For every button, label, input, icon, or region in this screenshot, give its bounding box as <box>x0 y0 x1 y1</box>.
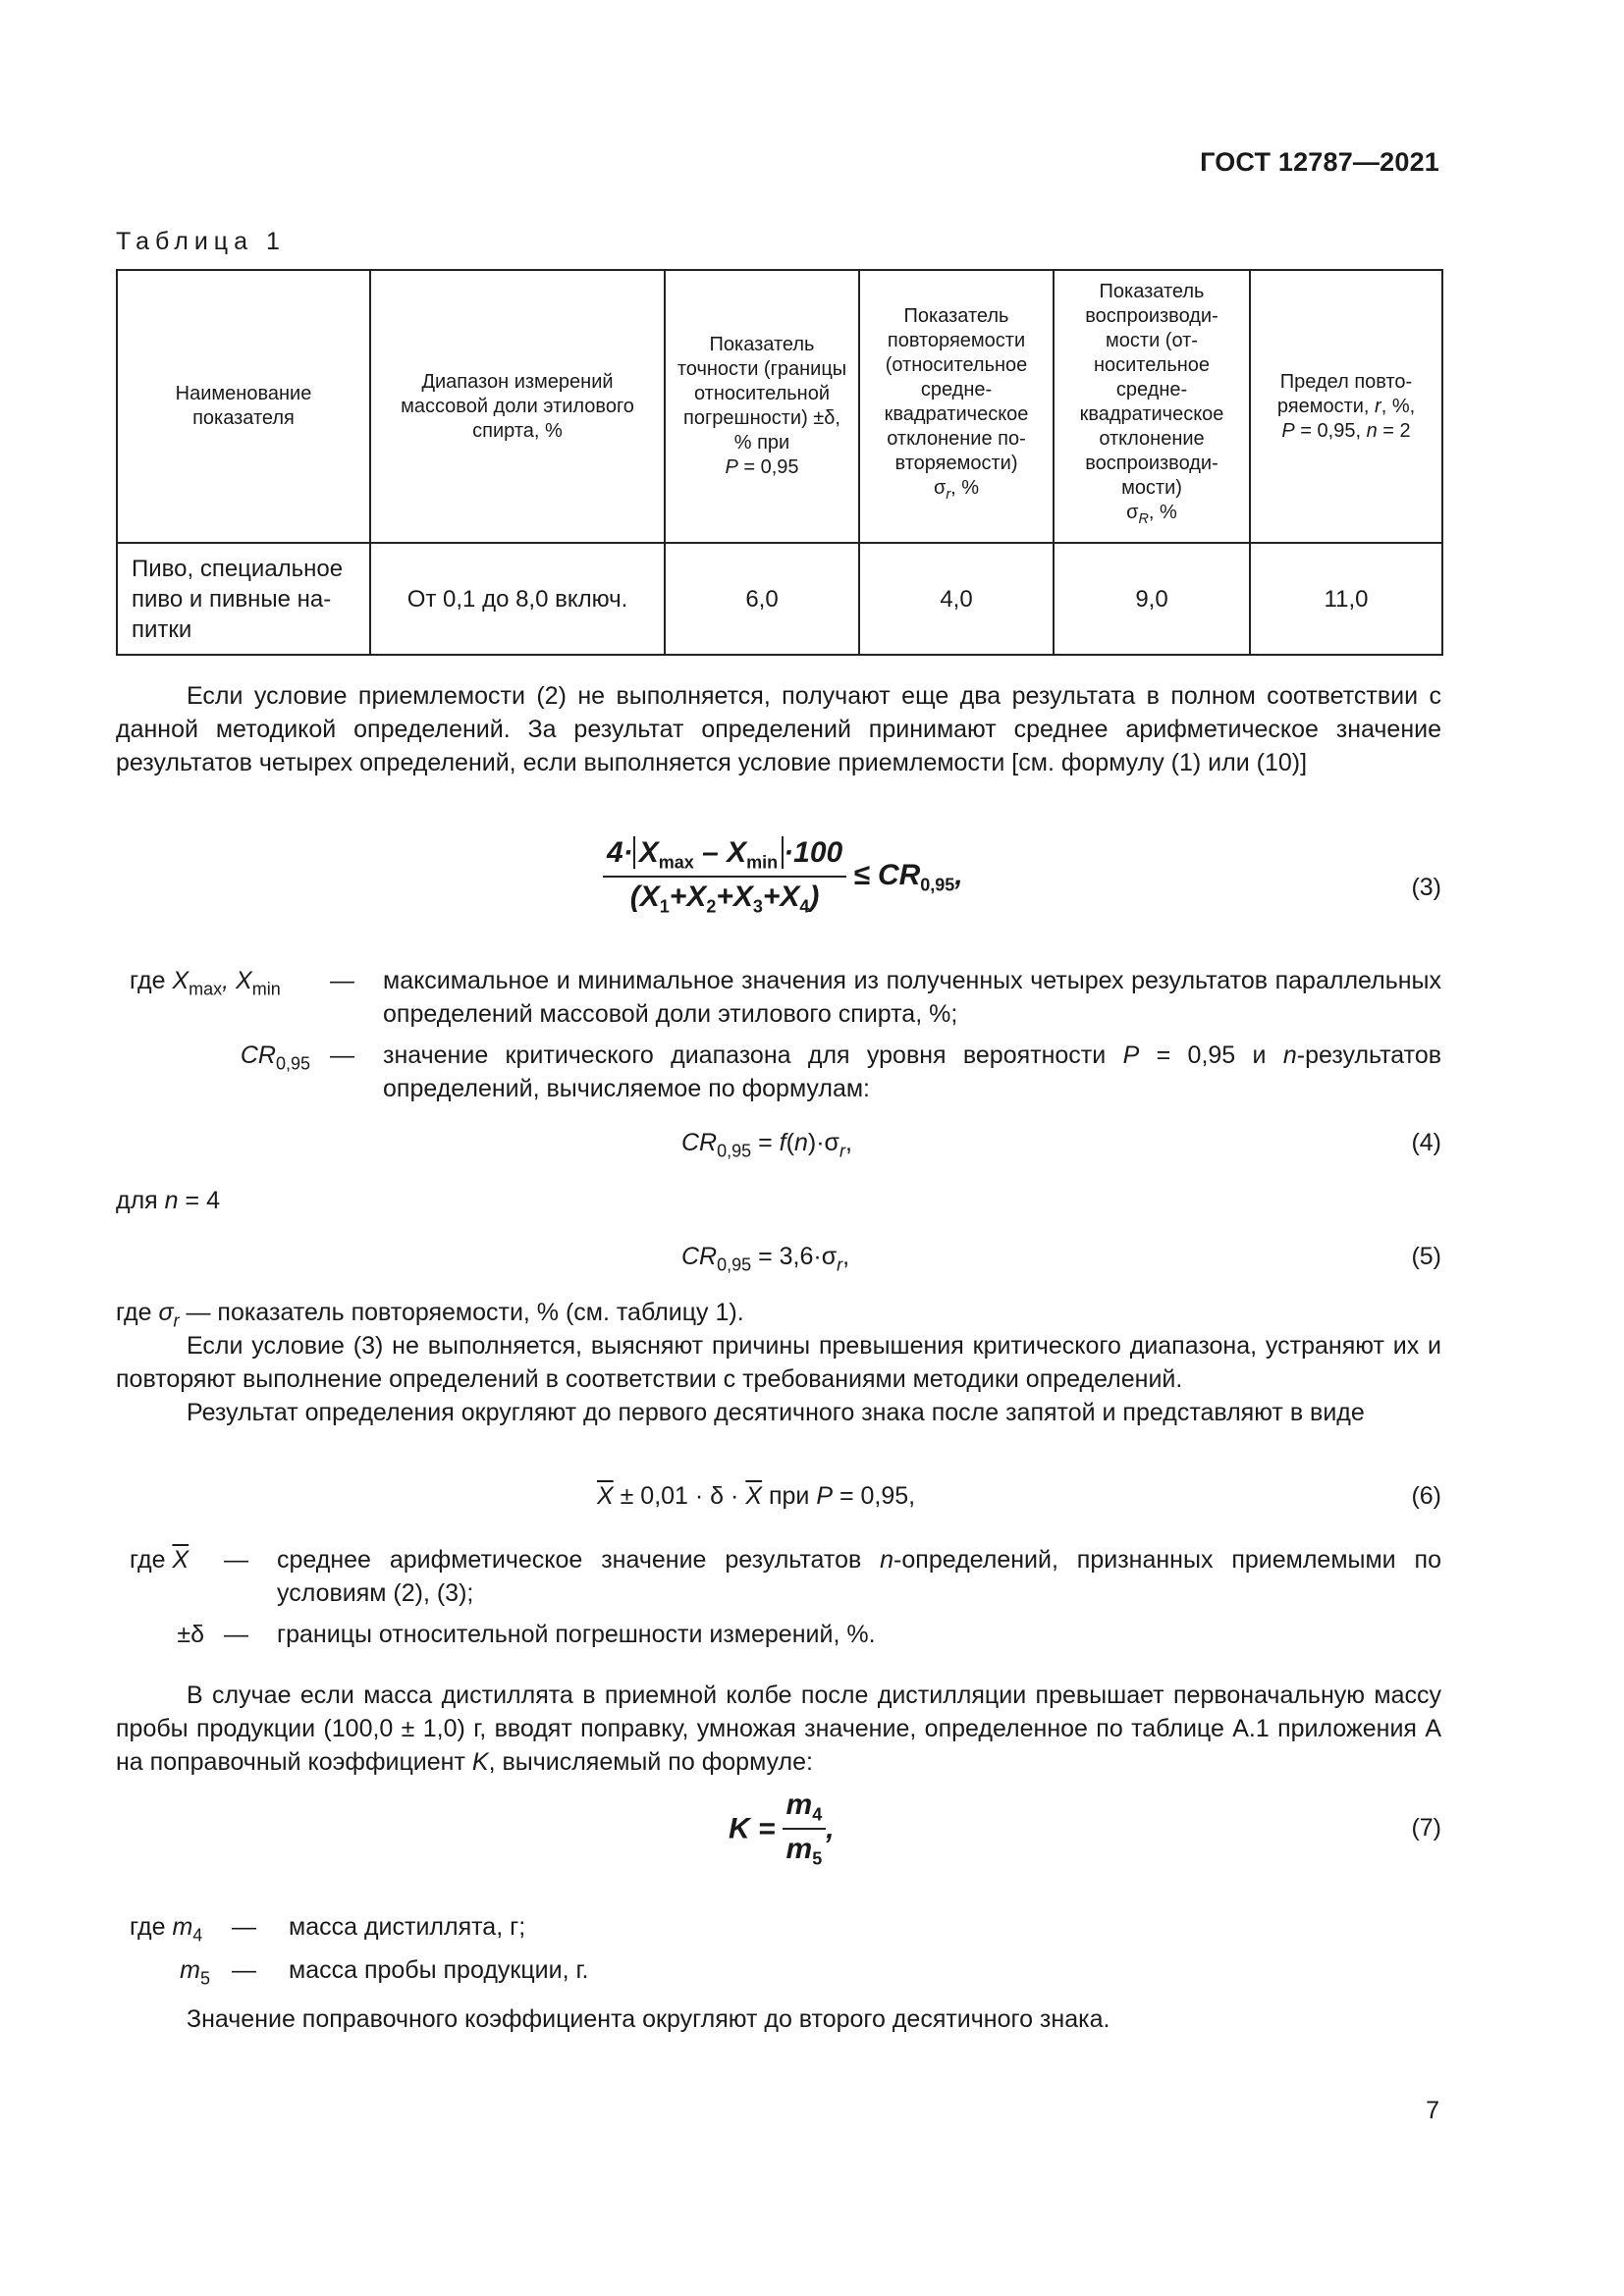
formula-5-number: (5) <box>1411 1243 1441 1270</box>
formula-3: $\frac{4\cdot X_{max} - X_{min} \cdot 100}{(X_1+X_2+X_3+X_4)}$ ≤ $CR_{0,95}$, <box>603 836 963 918</box>
definition-cr: $CR_{0,95}$ — значение критического диапазона для уровня вероятности P = 0,95 и n-результатов определений, вычисляемое по формулам: <box>240 1041 1442 1102</box>
table-header-row <box>117 270 1442 543</box>
cell-name: Пиво, специальное пиво и пивные на-питки <box>117 543 370 655</box>
paragraph-condition-3: Если условие (3) не выполняется, выясняют причины превышения критического диапазона, устраняют их и повторяют выполнение определений в соответствии с требованиями методики определений. <box>116 1332 1441 1393</box>
paragraph-acceptability: Если условие приемлемости (2) не выполняется, получают еще два результата в полном соответствии с данной методикой определений. За результат определений принимают среднее арифметическое значение результатов четырех определений, если выполняется условие приемлемости [см. формулу (1) или (10)] <box>116 682 1441 776</box>
definition-m4: где $m_4$ — масса дистиллята, г; <box>130 1913 526 1946</box>
data-table <box>116 269 1443 656</box>
table-row <box>117 543 1442 655</box>
formula-3-fraction: $\frac{4\cdot X_{max} - X_{min} \cdot 100}{(X_1+X_2+X_3+X_4)}$ <box>603 836 846 918</box>
formula-3-number: (3) <box>1411 874 1441 901</box>
header-repeatability: Показатель повторяемости (относительное средне-квадратическое отклонение по-вторяемости) $\sigma_r$, % <box>859 270 1054 543</box>
header-accuracy: Показатель точности (границы относительной погрешности) ±δ, % при P = 0,95 <box>665 270 859 543</box>
formula-6: $\overline{X} \pm 0,01 \cdot \delta \cdot \overline{X}$ при P = 0,95, <box>597 1482 916 1510</box>
cell-reproducibility: 9,0 <box>1054 543 1250 655</box>
header-reproducibility: Показатель воспроизводи-мости (от-носительное средне-квадратическое отклонение воспроизводи-мости) $\sigma_R$, % <box>1054 270 1250 543</box>
header-indicator-name: Наименование показателя <box>117 270 370 543</box>
formula-5: $CR_{0,95} = 3,6\cdot\sigma_r$, <box>681 1243 850 1275</box>
formula-6-number: (6) <box>1411 1482 1441 1510</box>
formula-7-number: (7) <box>1411 1814 1441 1842</box>
definition-xmax-xmin: где $X_{max}$, $X_{min}$ — максимальное и минимальное значения из полученных четырех результатов параллельных определений массовой доли этилового спирта, %; <box>130 967 1441 1028</box>
definition-x-mean: где $\overline{X}$ — среднее арифметическое значение результатов n-определений, признанных приемлемыми по условиям (2), (3); <box>130 1546 1441 1607</box>
formula-4-number: (4) <box>1411 1129 1441 1156</box>
sigma-definition: где $\sigma_r$ — показатель повторяемости, % (см. таблицу 1). <box>116 1299 744 1331</box>
cell-range: От 0,1 до 8,0 включ. <box>370 543 665 655</box>
definition-m5: $m_5$ — масса пробы продукции, г. <box>180 1956 589 1989</box>
cell-limit: 11,0 <box>1250 543 1442 655</box>
formula-7: K = $\frac{m_4}{m_5}$ , <box>729 1789 835 1869</box>
for-n-line: для n = 4 <box>116 1187 220 1214</box>
definition-delta: ±δ — границы относительной погрешности измерений, %. <box>177 1621 876 1648</box>
paragraph-final-rounding: Значение поправочного коэффициента округляют до второго десятичного знака. <box>187 2005 1110 2033</box>
header-measurement-range: Диапазон измерений массовой доли этилового спирта, % <box>370 270 665 543</box>
header-repeatability-limit: Предел повто-ряемости, r, %, P = 0,95, n = 2 <box>1250 270 1442 543</box>
formula-4: $CR_{0,95} = f(n)\cdot\sigma_r$, <box>681 1129 852 1161</box>
paragraph-correction: В случае если масса дистиллята в приемной колбе после дистилляции превышает первоначальную массу пробы продукции (100,0 ± 1,0) г, вводят поправку, умножая значение, определенное по таблице А.1 приложения А на поправочный коэффициент K, вычисляемый по формуле: <box>116 1682 1441 1776</box>
standard-number: ГОСТ 12787—2021 <box>1200 147 1439 177</box>
cell-repeatability: 4,0 <box>859 543 1054 655</box>
paragraph-rounding: Результат определения округляют до первого десятичного знака после запятой и представляют в виде <box>187 1399 1365 1426</box>
page-number: 7 <box>1426 2097 1439 2124</box>
cell-accuracy: 6,0 <box>665 543 859 655</box>
formula-7-fraction: $\frac{m_4}{m_5}$ <box>783 1789 827 1870</box>
table-caption: Таблица 1 <box>116 228 286 255</box>
